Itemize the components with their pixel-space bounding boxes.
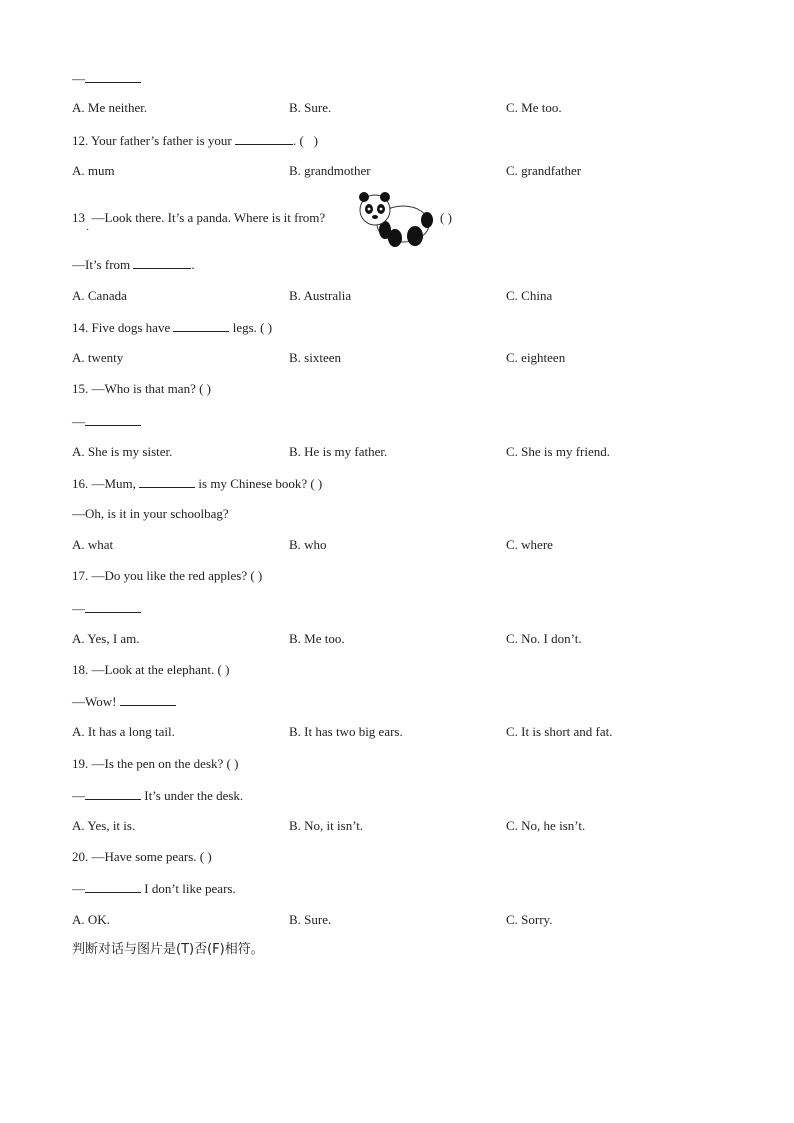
q18-option-b[interactable]: B. It has two big ears. [289, 724, 403, 739]
q16-option-b[interactable]: B. who [289, 537, 327, 552]
q12-text-post: . ( [292, 133, 304, 148]
q13-option-c[interactable]: C. China [506, 288, 553, 303]
q18-reply [72, 693, 176, 710]
answer-blank[interactable] [85, 600, 141, 613]
q13-answer-paren[interactable]: ( ) [440, 210, 452, 225]
dash: — [72, 71, 85, 86]
answer-blank[interactable] [85, 413, 141, 426]
dash: — [72, 788, 85, 803]
q14-option-a[interactable]: A. twenty [72, 350, 124, 365]
q13-dot: · [86, 225, 90, 236]
q16-question [72, 475, 322, 492]
q14-option-b[interactable]: B. sixteen [289, 350, 341, 365]
q14-question [72, 319, 272, 336]
q19-reply-text: It’s under the desk. [144, 788, 244, 803]
answer-blank[interactable] [133, 256, 191, 269]
q13-reply-text: —It’s from [72, 257, 131, 272]
q18-question: 18. —Look at the elephant. ( ) [72, 662, 230, 677]
q16-text-post: is my Chinese book? ( ) [198, 476, 323, 491]
q14-text: 14. Five dogs have [72, 320, 171, 335]
q15-option-a[interactable]: A. She is my sister. [72, 444, 173, 459]
q16-text: 16. —Mum, [72, 476, 136, 491]
q18-option-a[interactable]: A. It has a long tail. [72, 724, 175, 739]
dash: — [72, 881, 85, 896]
q17-question: 17. —Do you like the red apples? ( ) [72, 568, 263, 583]
q15-option-c[interactable]: C. She is my friend. [506, 444, 610, 459]
q17-option-c[interactable]: C. No. I don’t. [506, 631, 582, 646]
answer-blank[interactable] [139, 475, 195, 488]
answer-paren[interactable]: ) [313, 133, 318, 148]
answer-blank[interactable] [235, 132, 293, 145]
q19-question: 19. —Is the pen on the desk? ( ) [72, 756, 239, 771]
q19-option-b[interactable]: B. No, it isn’t. [289, 818, 364, 833]
q12-question [72, 132, 318, 149]
q11-answer-line [72, 70, 141, 87]
q16-option-c[interactable]: C. where [506, 537, 553, 552]
q20-answer-line [72, 880, 236, 897]
dash: — [72, 414, 85, 429]
answer-blank[interactable] [85, 880, 141, 893]
q13-option-a[interactable]: A. Canada [72, 288, 127, 303]
q15-option-b[interactable]: B. He is my father. [289, 444, 388, 459]
q17-option-b[interactable]: B. Me too. [289, 631, 345, 646]
dash: — [72, 601, 85, 616]
q13-text: —Look there. It’s a panda. Where is it from? [91, 210, 326, 225]
q14-option-c[interactable]: C. eighteen [506, 350, 566, 365]
q19-answer-line [72, 787, 243, 804]
q19-option-a[interactable]: A. Yes, it is. [72, 818, 136, 833]
answer-blank[interactable] [120, 693, 176, 706]
q17-answer-line [72, 600, 141, 617]
q18-reply-text: —Wow! [72, 694, 117, 709]
section-instruction: 判断对话与图片是(T)否(F)相符。 [72, 942, 264, 957]
q13-number: 13 [72, 210, 85, 225]
q16-reply: —Oh, is it in your schoolbag? [72, 506, 229, 521]
answer-blank[interactable] [85, 70, 141, 83]
q14-text-post: legs. ( ) [232, 320, 273, 335]
period: . [191, 257, 195, 272]
q11-option-c[interactable]: C. Me too. [506, 100, 562, 115]
q12-text: 12. Your father’s father is your [72, 133, 232, 148]
q20-option-a[interactable]: A. OK. [72, 912, 110, 927]
q18-option-c[interactable]: C. It is short and fat. [506, 724, 613, 739]
q13-option-b[interactable]: B. Australia [289, 288, 352, 303]
answer-blank[interactable] [85, 787, 141, 800]
q12-option-a[interactable]: A. mum [72, 163, 115, 178]
q19-option-c[interactable]: C. No, he isn’t. [506, 818, 586, 833]
q13-question [72, 210, 325, 226]
panda-illustration [355, 190, 435, 248]
q11-option-a[interactable]: A. Me neither. [72, 100, 148, 115]
q17-option-a[interactable]: A. Yes, I am. [72, 631, 140, 646]
q20-option-b[interactable]: B. Sure. [289, 912, 332, 927]
q15-question: 15. —Who is that man? ( ) [72, 381, 211, 396]
q20-reply-text: I don’t like pears. [144, 881, 236, 896]
q16-option-a[interactable]: A. what [72, 537, 114, 552]
q20-question: 20. —Have some pears. ( ) [72, 849, 212, 864]
q20-option-c[interactable]: C. Sorry. [506, 912, 553, 927]
q11-option-b[interactable]: B. Sure. [289, 100, 332, 115]
q12-option-c[interactable]: C. grandfather [506, 163, 582, 178]
q13-reply [72, 256, 195, 273]
answer-blank[interactable] [173, 319, 229, 332]
q12-option-b[interactable]: B. grandmother [289, 163, 371, 178]
q15-answer-line [72, 413, 141, 430]
